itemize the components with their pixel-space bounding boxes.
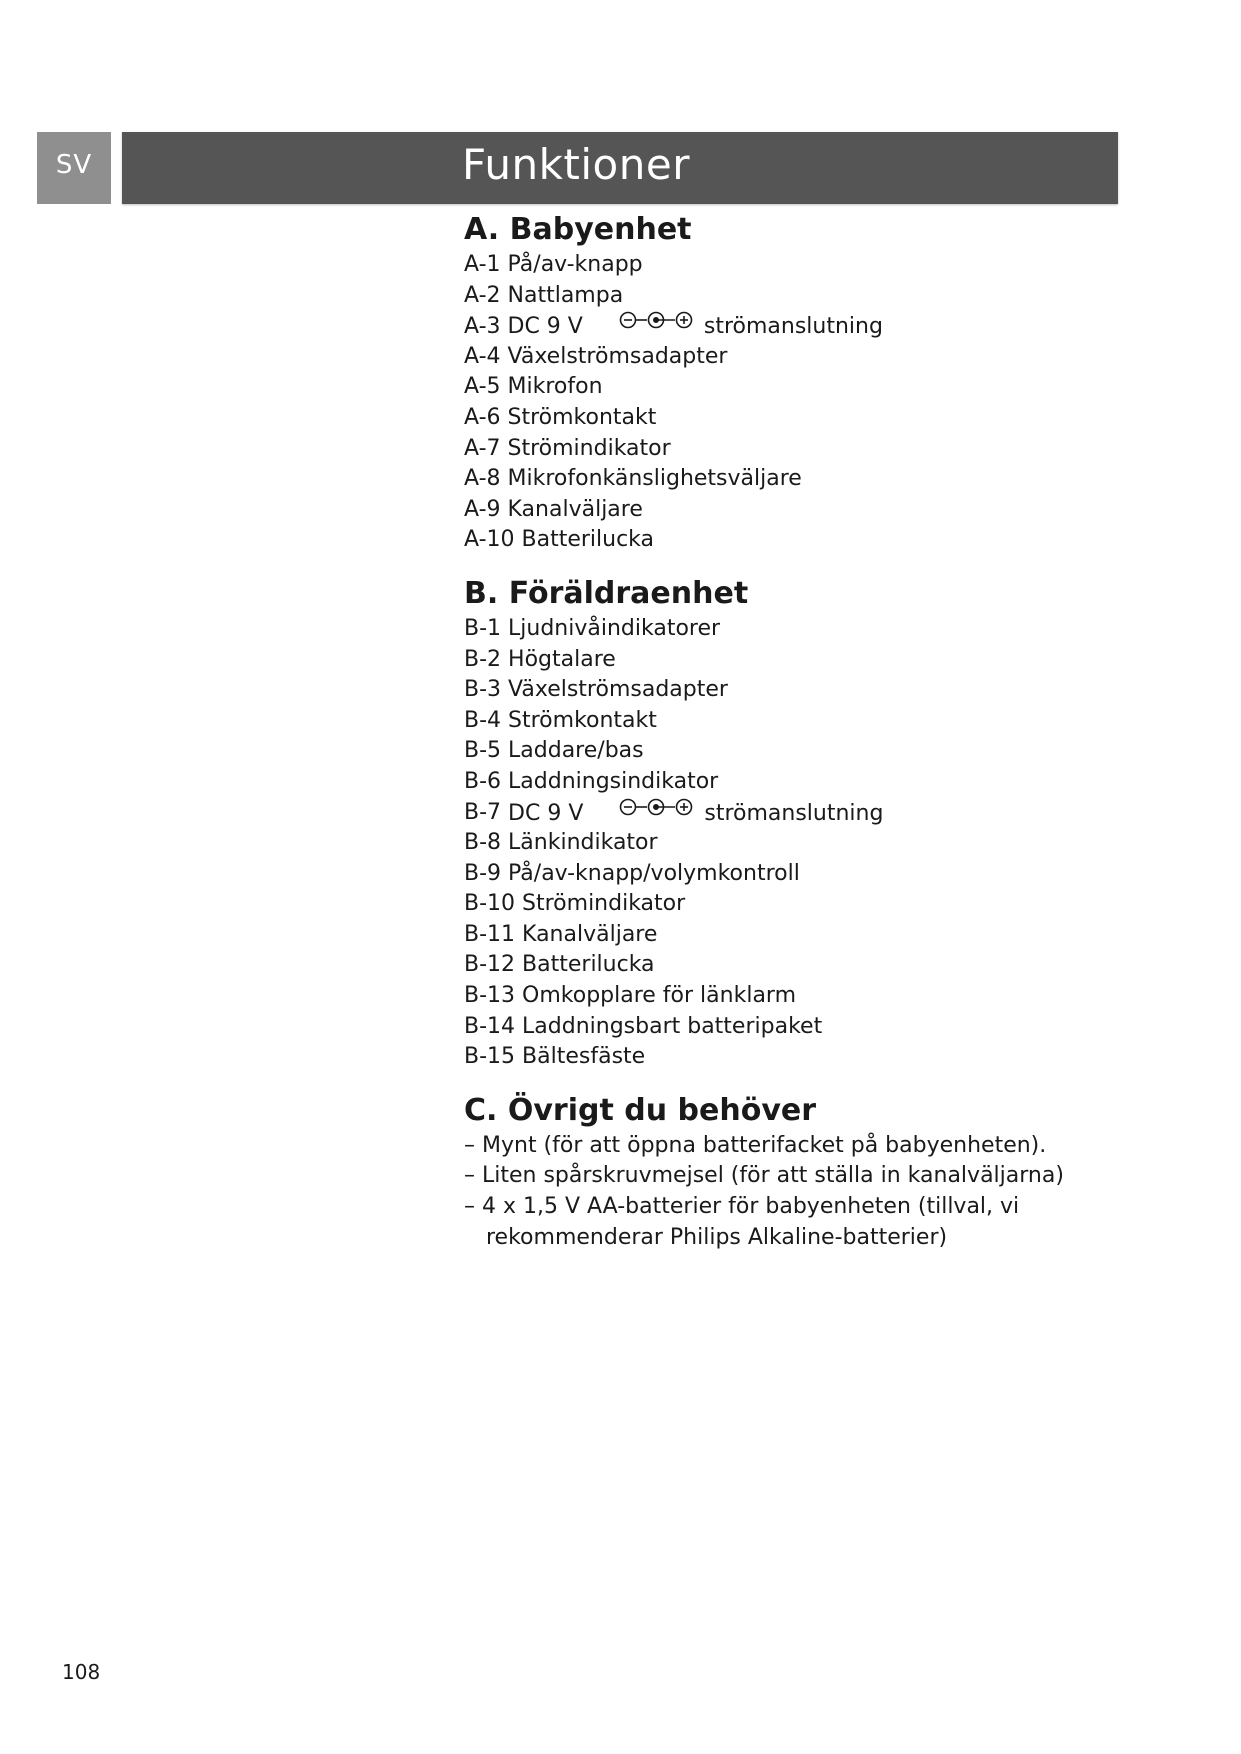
dc-polarity-icon (618, 796, 698, 828)
list-item (464, 464, 1104, 495)
list-item (464, 706, 1104, 737)
item-code: A-8 (464, 466, 501, 492)
list-item (464, 281, 1104, 312)
item-label: Mikrofonkänslighetsväljare (507, 466, 802, 492)
list-item (464, 920, 1104, 951)
section-ovrigt (464, 1091, 1104, 1253)
section-babyenhet (464, 210, 1104, 556)
item-label: Länkindikator (508, 830, 658, 856)
item-code: A-10 (464, 527, 515, 553)
list-item (464, 1012, 1104, 1043)
item-code: A-7 (464, 435, 501, 461)
list-item: – 4 x 1,5 V AA-batterier för babyenheten (tillval, vi rekommenderar Philips Alkaline-batterier) (464, 1194, 1020, 1250)
item-code: A-6 (464, 404, 501, 430)
item-label: Laddningsindikator (508, 768, 719, 794)
list-item (464, 981, 1104, 1012)
page-number: 108 (62, 1660, 101, 1684)
item-code: B-3 (464, 677, 502, 703)
item-code: A-5 (464, 374, 501, 400)
item-code: A-3 (464, 313, 501, 339)
item-label: Batterilucka (522, 952, 655, 978)
list-item (464, 859, 1104, 890)
item-label: Strömkontakt (508, 707, 657, 733)
list-item (464, 495, 1104, 526)
list-item (464, 1042, 1104, 1073)
item-label: Växelströmsadapter (507, 343, 728, 369)
item-label: Laddare/bas (508, 738, 644, 764)
item-label: Högtalare (508, 646, 616, 672)
list-item: – Liten spårskruvmejsel (för att ställa in kanalväljarna) (464, 1163, 1064, 1189)
list-item (464, 250, 1104, 281)
list-item (464, 372, 1104, 403)
list-item (464, 675, 1104, 706)
item-label: Laddningsbart batteripaket (522, 1013, 823, 1039)
dc-polarity-icon (618, 309, 698, 341)
item-label: Mikrofon (507, 374, 603, 400)
item-suffix: strömanslutning (703, 313, 883, 339)
item-label: Bältesfäste (522, 1044, 646, 1070)
item-label: DC 9 V (507, 313, 583, 339)
list-item (464, 828, 1104, 859)
item-code: B-5 (464, 738, 502, 764)
item-code: B-8 (464, 830, 502, 856)
section-foraldraenhet (464, 574, 1104, 1073)
item-code: B-14 (464, 1013, 516, 1039)
item-label: DC 9 V (508, 800, 584, 826)
item-label: Omkopplare för länklarm (522, 983, 797, 1009)
list-item (464, 889, 1104, 920)
item-code: B-1 (464, 615, 502, 641)
item-label: Kanalväljare (522, 921, 658, 947)
item-label: Strömindikator (507, 435, 671, 461)
list-item (464, 434, 1104, 465)
item-label: Strömindikator (522, 891, 686, 917)
list-item (464, 614, 1104, 645)
item-label: På/av-knapp (507, 252, 643, 277)
item-suffix: strömanslutning (704, 800, 884, 826)
item-code: B-13 (464, 983, 516, 1009)
item-code: A-9 (464, 496, 501, 522)
page-title: Funktioner (462, 140, 690, 189)
title-bar (122, 132, 1118, 204)
item-label: Batterilucka (521, 527, 655, 553)
item-label: Ljudnivåindikatorer (508, 615, 721, 641)
item-code: B-2 (464, 646, 502, 672)
language-tab (37, 132, 111, 204)
item-code: B-9 (464, 860, 502, 886)
item-code: A-4 (464, 343, 501, 369)
item-code: A-2 (464, 282, 501, 308)
item-code: B-11 (464, 921, 516, 947)
list-item (464, 645, 1104, 676)
section-heading-a: A. Babyenhet (464, 212, 692, 247)
item-code: B-15 (464, 1044, 516, 1070)
list-item (464, 950, 1104, 981)
list-item (464, 342, 1104, 373)
item-label: Nattlampa (507, 282, 624, 308)
list-item (464, 767, 1104, 798)
item-label: Växelströmsadapter (508, 677, 728, 703)
section-heading-c: C. Övrigt du behöver (464, 1092, 817, 1128)
list-item (464, 798, 1104, 829)
section-heading-b: B. Föräldraenhet (464, 575, 749, 611)
list-item (464, 736, 1104, 767)
item-label: Kanalväljare (507, 496, 643, 522)
item-label: På/av-knapp/volymkontroll (508, 860, 800, 886)
item-code: B-6 (464, 768, 502, 794)
item-code: B-4 (464, 707, 502, 733)
item-code: B-10 (464, 891, 516, 917)
item-code: B-12 (464, 952, 516, 978)
list-item (464, 525, 1104, 556)
item-code: B-7 (464, 800, 502, 826)
item-label: Strömkontakt (507, 404, 657, 430)
content (464, 210, 1104, 1253)
item-code: A-1 (464, 252, 501, 277)
list-item: – Mynt (för att öppna batterifacket på babyenheten). (464, 1132, 1047, 1158)
list-item (464, 403, 1104, 434)
language-label: SV (55, 150, 93, 180)
list-item (464, 311, 1104, 342)
